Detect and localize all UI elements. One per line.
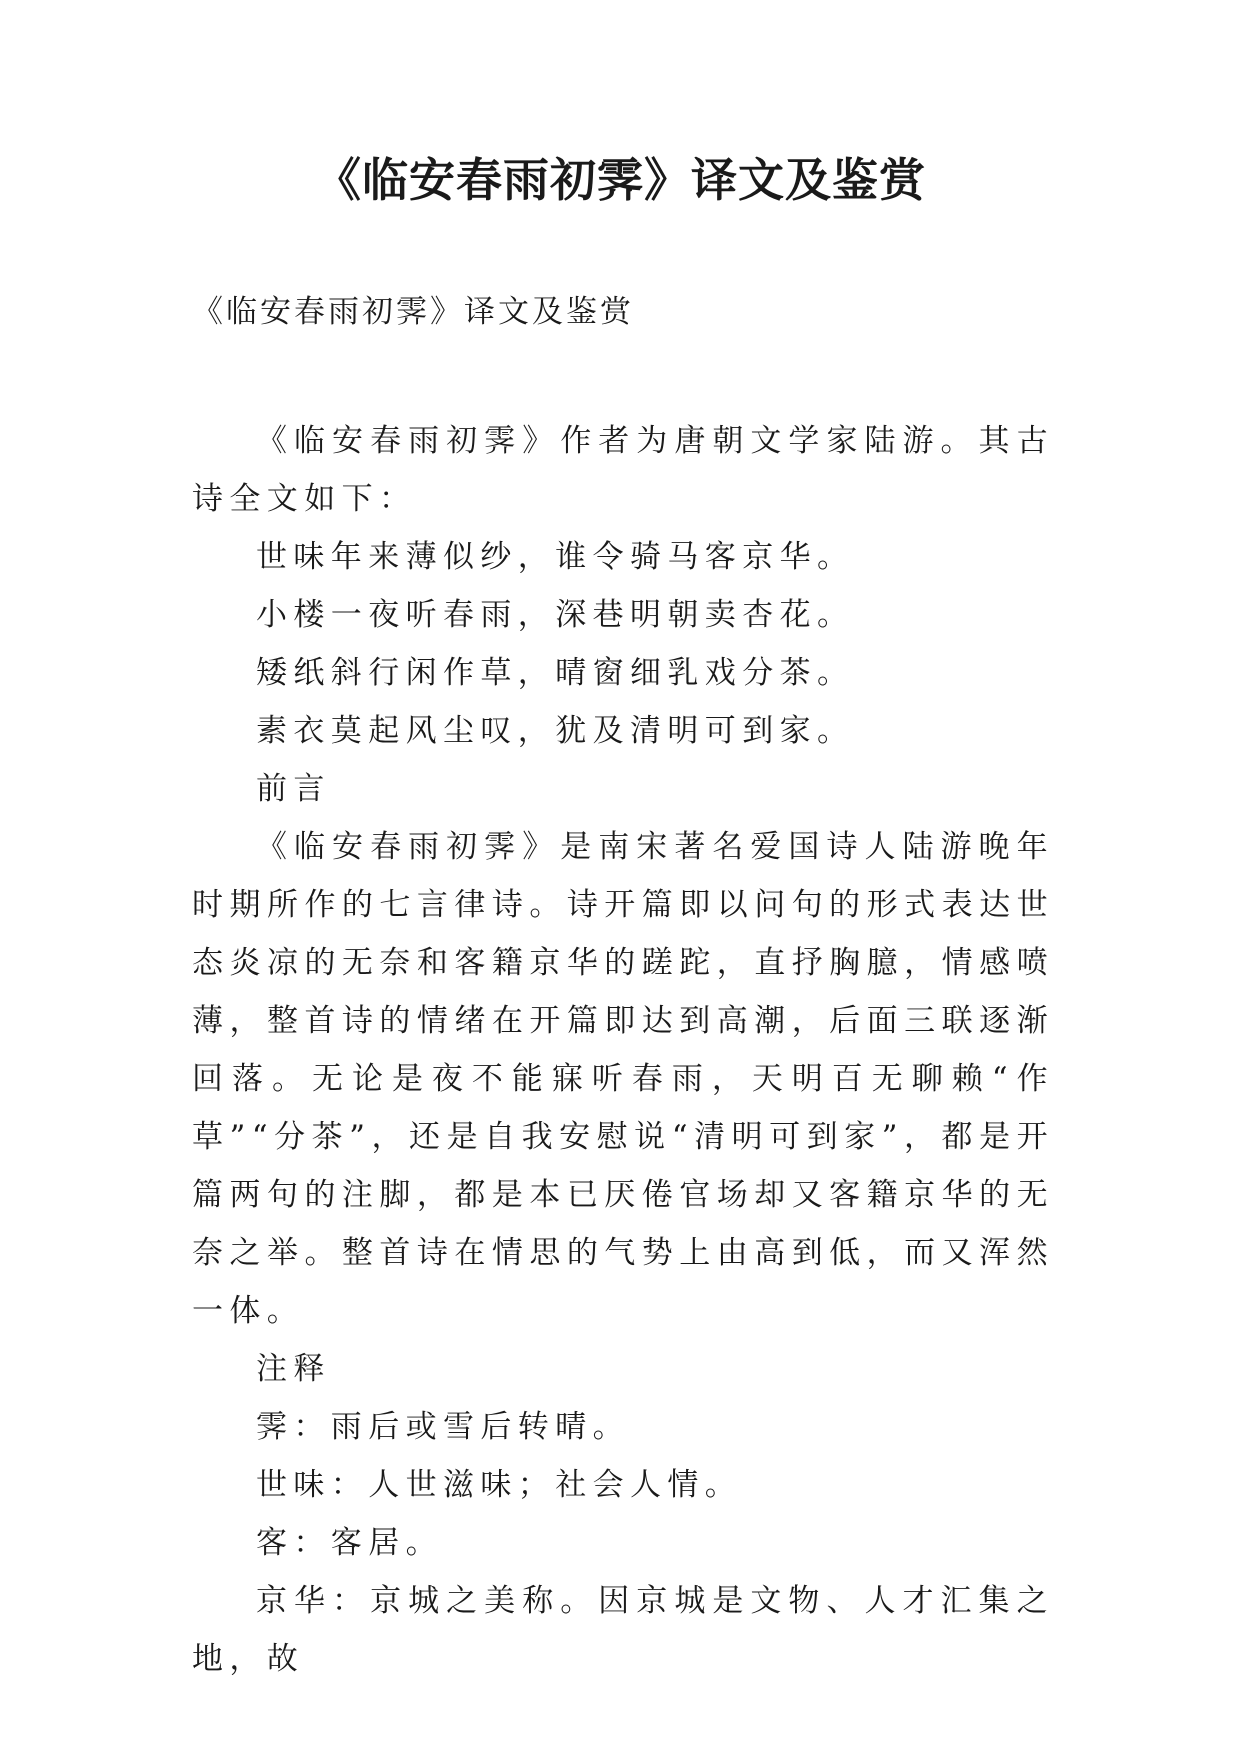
intro-paragraph: 《临安春雨初霁》作者为唐朝文学家陆游。其古诗全文如下： [192,423,1054,517]
section-heading-preface: 前言 [256,771,331,807]
poem-line: 世味年来薄似纱，谁令骑马客京华。 [256,539,855,575]
note-item: 京华：京城之美称。因京城是文物、人才汇集之地，故 [192,1583,1054,1677]
note-item: 世味：人世滋味；社会人情。 [256,1467,743,1503]
poem-line: 素衣莫起风尘叹，犹及清明可到家。 [256,713,855,749]
note-item: 客：客居。 [256,1525,443,1561]
poem-line: 小楼一夜听春雨，深巷明朝卖杏花。 [256,597,855,633]
section-heading-notes: 注释 [256,1351,331,1387]
poem-line: 矮纸斜行闲作草，晴窗细乳戏分茶。 [256,655,855,691]
document-title: 《临安春雨初霁》译文及鉴赏 [315,153,926,207]
note-item: 霁：雨后或雪后转晴。 [256,1409,630,1445]
document-body [192,412,1054,1688]
document-subtitle: 《临安春雨初霁》译文及鉴赏 [192,294,634,330]
preface-paragraph: 《临安春雨初霁》是南宋著名爱国诗人陆游晚年时期所作的七言律诗。诗开篇即以问句的形式表达世态炎凉的无奈和客籍京华的蹉跎，直抒胸臆，情感喷薄，整首诗的情绪在开篇即达到高潮，后面三联逐渐回落。无论是夜不能寐听春雨，天明百无聊赖“作草”“分茶”，还是自我安慰说“清明可到家”，都是开篇两句的注脚，都是本已厌倦官场却又客籍京华的无奈之举。整首诗在情思的气势上由高到低，而又浑然一体。 [192,829,1054,1329]
